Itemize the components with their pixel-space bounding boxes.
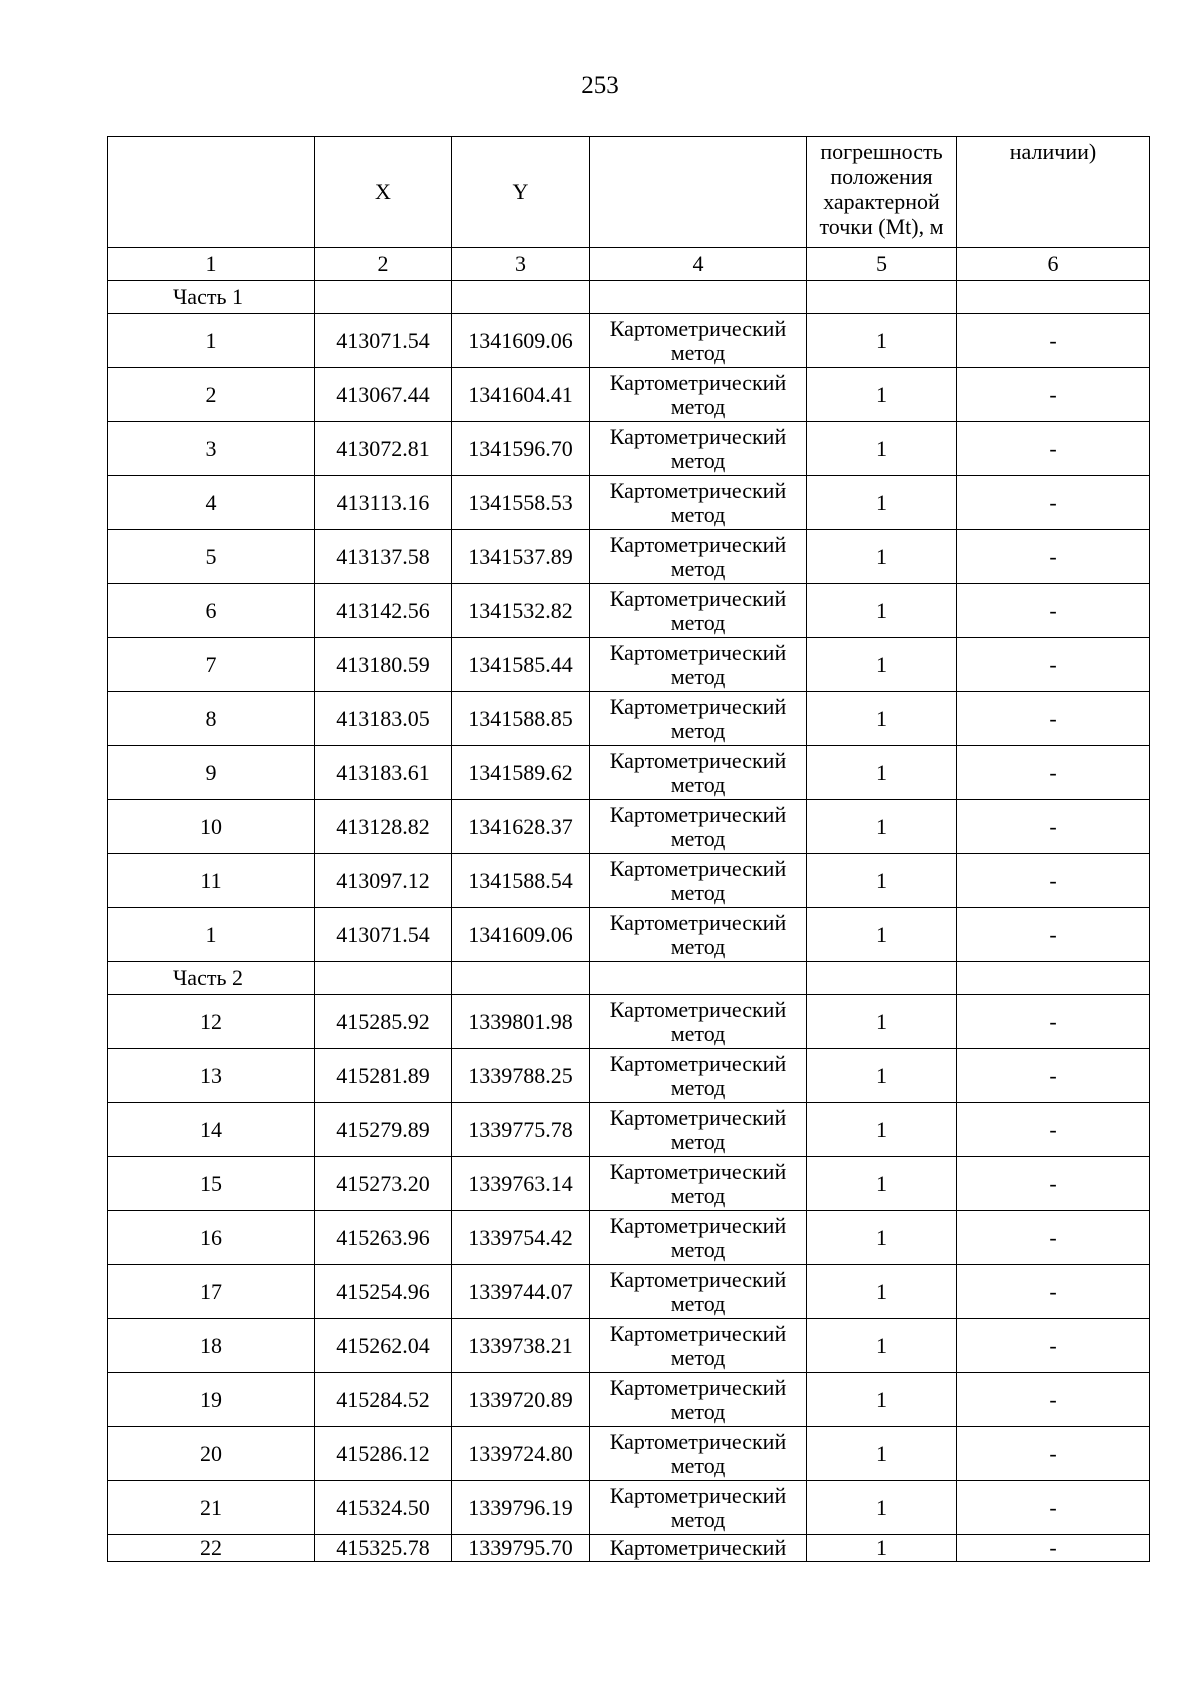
y-coordinate-cell: 1339801.98 [452, 995, 590, 1049]
mt-cell: 1 [807, 995, 957, 1049]
y-coordinate-cell: 1339754.42 [452, 1211, 590, 1265]
mt-cell: 1 [807, 1535, 957, 1562]
method-line-1: Картометрический [609, 531, 787, 557]
y-coordinate-cell: 1341604.41 [452, 368, 590, 422]
y-coordinate-cell: 1341588.54 [452, 854, 590, 908]
header-row [108, 137, 1150, 248]
x-coordinate-cell: 413183.05 [315, 692, 452, 746]
section-row [108, 281, 1150, 314]
y-coordinate-cell: 1339744.07 [452, 1265, 590, 1319]
empty-cell [315, 281, 452, 314]
method-line-1: Картометрический [609, 1428, 787, 1454]
mt-cell: 1 [807, 1319, 957, 1373]
method-line-1: Картометрический [609, 369, 787, 395]
description-cell: - [957, 584, 1150, 638]
method-cell [590, 1373, 807, 1427]
point-number-cell: 5 [108, 530, 315, 584]
method-line-1: Картометрический [609, 1266, 787, 1292]
point-number-cell: 4 [108, 476, 315, 530]
method-line-2: метод [670, 933, 726, 959]
point-number-cell: 17 [108, 1265, 315, 1319]
point-number-cell: 22 [108, 1535, 315, 1562]
table-row [108, 995, 1150, 1049]
mt-cell: 1 [807, 314, 957, 368]
method-line-1: Картометрический [609, 585, 787, 611]
table-row [108, 476, 1150, 530]
table-row [108, 1049, 1150, 1103]
table-row [108, 1481, 1150, 1535]
description-cell: - [957, 800, 1150, 854]
coordinates-table-body [108, 137, 1150, 1562]
description-cell: - [957, 1157, 1150, 1211]
y-coordinate-cell: 1341558.53 [452, 476, 590, 530]
description-cell: - [957, 1535, 1150, 1562]
method-cell [590, 1427, 807, 1481]
description-cell: - [957, 1481, 1150, 1535]
table-row [108, 638, 1150, 692]
y-coordinate-cell: 1339724.80 [452, 1427, 590, 1481]
mt-cell: 1 [807, 584, 957, 638]
mt-cell: 1 [807, 1373, 957, 1427]
y-coordinate-cell: 1341532.82 [452, 584, 590, 638]
description-cell: - [957, 1373, 1150, 1427]
x-coordinate-cell: 415286.12 [315, 1427, 452, 1481]
point-number-cell: 8 [108, 692, 315, 746]
method-line-2: метод [670, 771, 726, 797]
description-cell: - [957, 530, 1150, 584]
x-coordinate-cell: 415273.20 [315, 1157, 452, 1211]
point-number-cell: 16 [108, 1211, 315, 1265]
point-number-cell: 11 [108, 854, 315, 908]
description-cell: - [957, 908, 1150, 962]
table-row [108, 854, 1150, 908]
y-coordinate-cell: 1341596.70 [452, 422, 590, 476]
y-coordinate-cell: 1339775.78 [452, 1103, 590, 1157]
header-mt-line: точки (Mt), м [819, 214, 944, 239]
method-line-1: Картометрический [609, 693, 787, 719]
description-cell: - [957, 1211, 1150, 1265]
header-cell-1 [108, 137, 315, 248]
point-number-cell: 14 [108, 1103, 315, 1157]
mt-cell: 1 [807, 800, 957, 854]
table-row [108, 530, 1150, 584]
table-row [108, 908, 1150, 962]
point-number-cell: 19 [108, 1373, 315, 1427]
description-cell: - [957, 1265, 1150, 1319]
method-cell [590, 1211, 807, 1265]
y-coordinate-cell: 1339738.21 [452, 1319, 590, 1373]
point-number-cell: 10 [108, 800, 315, 854]
method-cell [590, 800, 807, 854]
y-coordinate-cell: 1341589.62 [452, 746, 590, 800]
point-number-cell: 1 [108, 908, 315, 962]
x-coordinate-cell: 415285.92 [315, 995, 452, 1049]
page-number: 253 [581, 72, 619, 99]
method-line-2: метод [670, 879, 726, 905]
point-number-cell: 12 [108, 995, 315, 1049]
x-coordinate-cell: 415324.50 [315, 1481, 452, 1535]
table-row [108, 1427, 1150, 1481]
x-coordinate-cell: 413137.58 [315, 530, 452, 584]
y-coordinate-cell: 1341588.85 [452, 692, 590, 746]
method-cell [590, 1319, 807, 1373]
method-line-2: метод [670, 1398, 726, 1424]
y-coordinate-cell: 1339795.70 [452, 1535, 590, 1562]
point-number-cell: 9 [108, 746, 315, 800]
mt-cell: 1 [807, 692, 957, 746]
table-row [108, 368, 1150, 422]
table-row [108, 800, 1150, 854]
y-coordinate-cell: 1341609.06 [452, 908, 590, 962]
coordinates-table [107, 136, 1150, 1562]
method-cell [590, 476, 807, 530]
empty-cell [957, 962, 1150, 995]
table-row [108, 692, 1150, 746]
method-line-1: Картометрический [609, 909, 787, 935]
point-number-cell: 3 [108, 422, 315, 476]
table-row [108, 422, 1150, 476]
method-line-2: метод [670, 609, 726, 635]
point-number-cell: 1 [108, 314, 315, 368]
point-number-cell: 21 [108, 1481, 315, 1535]
description-cell: - [957, 1103, 1150, 1157]
header-mt-line: характерной [823, 189, 940, 214]
x-coordinate-cell: 413097.12 [315, 854, 452, 908]
x-coordinate-cell: 415284.52 [315, 1373, 452, 1427]
method-line-2: метод [670, 339, 726, 365]
mt-cell: 1 [807, 1049, 957, 1103]
method-cell [590, 746, 807, 800]
empty-cell [590, 962, 807, 995]
x-coordinate-cell: 413142.56 [315, 584, 452, 638]
method-line-2: метод [670, 1290, 726, 1316]
method-line-1: Картометрический [609, 996, 787, 1022]
y-coordinate-cell: 1341537.89 [452, 530, 590, 584]
x-coordinate-cell: 413183.61 [315, 746, 452, 800]
description-cell: - [957, 638, 1150, 692]
column-number: 5 [807, 248, 957, 281]
section-row [108, 962, 1150, 995]
mt-cell: 1 [807, 368, 957, 422]
x-coordinate-cell: 415281.89 [315, 1049, 452, 1103]
point-number-cell: 13 [108, 1049, 315, 1103]
empty-cell [957, 281, 1150, 314]
mt-cell: 1 [807, 638, 957, 692]
mt-cell: 1 [807, 1427, 957, 1481]
method-cell [590, 368, 807, 422]
header-cell-x: X [315, 137, 452, 248]
table-row [108, 1535, 1150, 1562]
method-cell [590, 995, 807, 1049]
method-cell [590, 1265, 807, 1319]
mt-cell: 1 [807, 746, 957, 800]
method-line-2: метод [670, 393, 726, 419]
x-coordinate-cell: 415263.96 [315, 1211, 452, 1265]
description-cell: - [957, 368, 1150, 422]
method-line-2: метод [670, 717, 726, 743]
point-number-cell: 15 [108, 1157, 315, 1211]
x-coordinate-cell: 415254.96 [315, 1265, 452, 1319]
empty-cell [807, 962, 957, 995]
point-number-cell: 20 [108, 1427, 315, 1481]
method-cell [590, 1481, 807, 1535]
description-cell: - [957, 476, 1150, 530]
mt-cell: 1 [807, 1265, 957, 1319]
method-line-1: Картометрический [609, 855, 787, 881]
method-line-2: метод [670, 555, 726, 581]
method-line-2: метод [670, 1236, 726, 1262]
method-line-1: Картометрический [609, 1212, 787, 1238]
x-coordinate-cell: 413113.16 [315, 476, 452, 530]
x-coordinate-cell: 413180.59 [315, 638, 452, 692]
mt-cell: 1 [807, 1481, 957, 1535]
header-mt-line: положения [830, 164, 933, 189]
y-coordinate-cell: 1341609.06 [452, 314, 590, 368]
table-row [108, 1211, 1150, 1265]
point-number-cell: 6 [108, 584, 315, 638]
mt-cell: 1 [807, 1157, 957, 1211]
table-row [108, 584, 1150, 638]
section-label: Часть 1 [108, 281, 315, 314]
method-line-2: метод [670, 1452, 726, 1478]
method-line-2: метод [670, 825, 726, 851]
y-coordinate-cell: 1339720.89 [452, 1373, 590, 1427]
empty-cell [590, 281, 807, 314]
method-cell [590, 1049, 807, 1103]
description-cell: - [957, 1049, 1150, 1103]
y-coordinate-cell: 1341628.37 [452, 800, 590, 854]
method-line-2: метод [670, 1506, 726, 1532]
method-line-1: Картометрический [609, 1050, 787, 1076]
method-cell [590, 692, 807, 746]
x-coordinate-cell: 413071.54 [315, 908, 452, 962]
description-cell: - [957, 692, 1150, 746]
description-cell: - [957, 746, 1150, 800]
empty-cell [452, 962, 590, 995]
method-cell [590, 908, 807, 962]
method-cell [590, 1157, 807, 1211]
mt-cell: 1 [807, 476, 957, 530]
x-coordinate-cell: 415262.04 [315, 1319, 452, 1373]
y-coordinate-cell: 1341585.44 [452, 638, 590, 692]
method-cell [590, 584, 807, 638]
table-row [108, 1373, 1150, 1427]
header-cell-4 [590, 137, 807, 248]
table-row [108, 746, 1150, 800]
method-cell [590, 1103, 807, 1157]
mt-cell: 1 [807, 908, 957, 962]
x-coordinate-cell: 413067.44 [315, 368, 452, 422]
column-number: 6 [957, 248, 1150, 281]
point-number-cell: 2 [108, 368, 315, 422]
column-number: 1 [108, 248, 315, 281]
method-line-1: Картометрический [609, 1374, 787, 1400]
method-line-2: метод [670, 1344, 726, 1370]
description-cell: - [957, 422, 1150, 476]
empty-cell [315, 962, 452, 995]
header-mt-line: погрешность [820, 139, 943, 164]
method-line-1: Картометрический [609, 1158, 787, 1184]
mt-cell: 1 [807, 1211, 957, 1265]
description-cell: - [957, 854, 1150, 908]
empty-cell [807, 281, 957, 314]
mt-cell: 1 [807, 530, 957, 584]
method-line-1: Картометрический [609, 477, 787, 503]
method-line-1: Картометрический [609, 1320, 787, 1346]
table-row [108, 1265, 1150, 1319]
header-cell-mt [807, 137, 957, 248]
y-coordinate-cell: 1339788.25 [452, 1049, 590, 1103]
method-cell [590, 314, 807, 368]
mt-cell: 1 [807, 854, 957, 908]
method-line-1: Картометрический [609, 639, 787, 665]
method-line-1: Картометрический [609, 423, 787, 449]
table-row [108, 314, 1150, 368]
empty-cell [452, 281, 590, 314]
method-line-2: метод [670, 447, 726, 473]
method-line-2: метод [670, 1182, 726, 1208]
method-cell [590, 530, 807, 584]
header-cell-y: Y [452, 137, 590, 248]
method-line-2: метод [670, 663, 726, 689]
description-cell: - [957, 995, 1150, 1049]
description-cell: - [957, 1427, 1150, 1481]
x-coordinate-cell: 415325.78 [315, 1535, 452, 1562]
column-number: 3 [452, 248, 590, 281]
x-coordinate-cell: 415279.89 [315, 1103, 452, 1157]
method-line-2: метод [670, 1074, 726, 1100]
method-line-1: Картометрический [609, 1535, 787, 1560]
method-line-2: метод [670, 1128, 726, 1154]
column-number: 2 [315, 248, 452, 281]
point-number-cell: 18 [108, 1319, 315, 1373]
y-coordinate-cell: 1339796.19 [452, 1481, 590, 1535]
method-line-1: Картометрический [609, 747, 787, 773]
method-line-1: Картометрический [609, 1482, 787, 1508]
method-line-2: метод [670, 1020, 726, 1046]
x-coordinate-cell: 413128.82 [315, 800, 452, 854]
mt-cell: 1 [807, 422, 957, 476]
method-cell [590, 854, 807, 908]
table-row [108, 1157, 1150, 1211]
method-cell [590, 1535, 807, 1562]
method-line-1: Картометрический [609, 315, 787, 341]
column-number-row [108, 248, 1150, 281]
table-row [108, 1319, 1150, 1373]
method-cell [590, 422, 807, 476]
header-cell-6: наличии) [957, 137, 1150, 248]
x-coordinate-cell: 413071.54 [315, 314, 452, 368]
method-line-1: Картометрический [609, 801, 787, 827]
x-coordinate-cell: 413072.81 [315, 422, 452, 476]
method-cell [590, 638, 807, 692]
y-coordinate-cell: 1339763.14 [452, 1157, 590, 1211]
description-cell: - [957, 1319, 1150, 1373]
method-line-2: метод [670, 501, 726, 527]
description-cell: - [957, 314, 1150, 368]
table-row [108, 1103, 1150, 1157]
column-number: 4 [590, 248, 807, 281]
mt-cell: 1 [807, 1103, 957, 1157]
method-line-1: Картометрический [609, 1104, 787, 1130]
point-number-cell: 7 [108, 638, 315, 692]
section-label: Часть 2 [108, 962, 315, 995]
